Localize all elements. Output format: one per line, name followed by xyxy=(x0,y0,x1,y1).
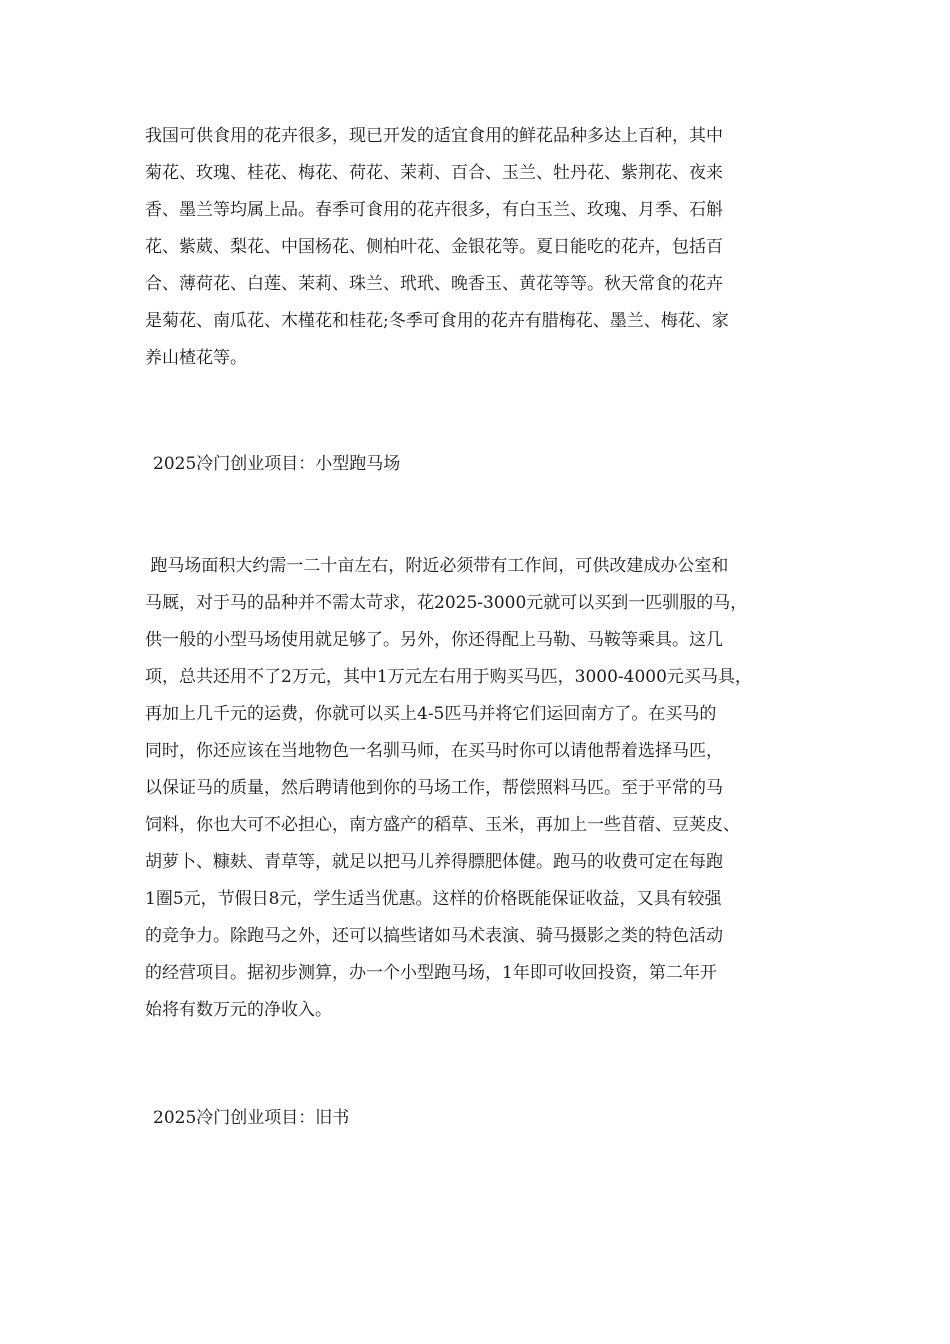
paragraph-line: 供一般的小型马场使用就足够了。另外，你还得配上马勒、马鞍等乘具。这几 xyxy=(145,630,723,650)
section-heading-used-books: 2025冷门创业项目：旧书 xyxy=(153,1108,350,1128)
paragraph-line: 的经营项目。据初步测算，办一个小型跑马场，1年即可收回投资，第二年开 xyxy=(145,963,717,983)
paragraph-line: 再加上几千元的运费，你就可以买上4-5匹马并将它们运回南方了。在买马的 xyxy=(145,704,717,724)
paragraph-line: 以保证马的质量，然后聘请他到你的马场工作，帮偿照料马匹。至于平常的马 xyxy=(145,778,723,798)
paragraph-line: 项，总共还用不了2万元，其中1万元左右用于购买马匹，3000-4000元买马具， xyxy=(145,667,752,687)
paragraph-line: 是菊花、南瓜花、木槿花和桂花;冬季可食用的花卉有腊梅花、墨兰、梅花、家 xyxy=(145,311,729,331)
paragraph-line: 香、墨兰等均属上品。春季可食用的花卉很多，有白玉兰、玫瑰、月季、石斛 xyxy=(145,200,723,220)
paragraph-line: 同时，你还应该在当地物色一名驯马师，在买马时你可以请他帮着选择马匹， xyxy=(145,741,723,761)
paragraph-line: 跑马场面积大约需一二十亩左右，附近必须带有工作间，可供改建成办公室和 xyxy=(145,556,729,576)
paragraph-line: 花、紫葳、梨花、中国杨花、侧柏叶花、金银花等。夏日能吃的花卉，包括百 xyxy=(145,237,723,257)
paragraph-line: 始将有数万元的净收入。 xyxy=(145,1000,332,1020)
paragraph-line: 菊花、玫瑰、桂花、梅花、荷花、茉莉、百合、玉兰、牡丹花、紫荆花、夜来 xyxy=(145,163,723,183)
paragraph-line: 养山楂花等。 xyxy=(145,348,247,368)
paragraph-line: 的竞争力。除跑马之外，还可以搞些诸如马术表演、骑马摄影之类的特色活动 xyxy=(145,926,723,946)
paragraph-line: 胡萝卜、糠麸、青草等，就足以把马儿养得膘肥体健。跑马的收费可定在每跑 xyxy=(145,852,723,872)
section-heading-horse-track: 2025冷门创业项目：小型跑马场 xyxy=(153,454,401,474)
paragraph-line: 我国可供食用的花卉很多，现已开发的适宜食用的鲜花品种多达上百种，其中 xyxy=(145,126,723,146)
paragraph-horse-track xyxy=(145,548,825,1029)
paragraph-edible-flowers xyxy=(145,118,825,377)
paragraph-line: 马厩，对于马的品种并不需太苛求，花2025-3000元就可以买到一匹驯服的马， xyxy=(145,593,748,613)
paragraph-line: 合、薄荷花、白莲、茉莉、珠兰、玳玳、晚香玉、黄花等等。秋天常食的花卉 xyxy=(145,274,723,294)
paragraph-line: 1圈5元，节假日8元，学生适当优惠。这样的价格既能保证收益，又具有较强 xyxy=(145,889,722,909)
paragraph-line: 饲料，你也大可不必担心，南方盛产的稻草、玉米，再加上一些苜蓿、豆荚皮、 xyxy=(145,815,740,835)
